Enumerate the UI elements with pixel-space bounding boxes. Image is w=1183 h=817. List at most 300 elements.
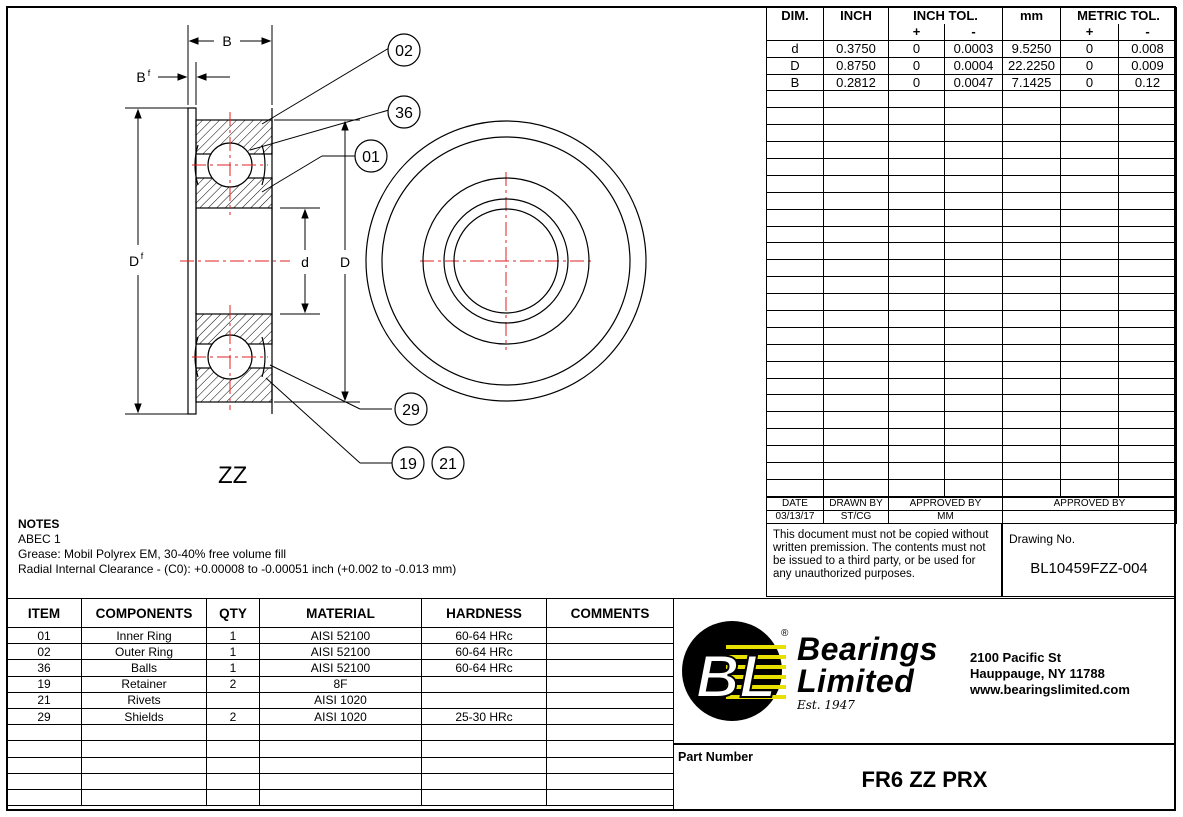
dim-cell bbox=[767, 294, 824, 311]
dim-cell bbox=[1003, 91, 1061, 108]
dim-cell bbox=[889, 226, 945, 243]
dim-cell bbox=[767, 412, 824, 429]
dim-cell bbox=[945, 192, 1003, 209]
bom-cell bbox=[82, 789, 207, 805]
bom-cell bbox=[547, 741, 674, 757]
dim-cell bbox=[1061, 260, 1119, 277]
dim-cell: 0.0004 bbox=[945, 57, 1003, 74]
dim-cell bbox=[889, 243, 945, 260]
bom-cell bbox=[422, 757, 547, 773]
dim-cell bbox=[1003, 395, 1061, 412]
dim-row bbox=[767, 243, 1177, 260]
bom-cell: AISI 1020 bbox=[260, 708, 422, 724]
notes bbox=[18, 517, 456, 577]
dim-cell bbox=[1061, 175, 1119, 192]
dim-cell bbox=[767, 91, 824, 108]
dim-cell: 22.2250 bbox=[1003, 57, 1061, 74]
dim-cell bbox=[767, 327, 824, 344]
dim-cell bbox=[1061, 446, 1119, 463]
copyright-notice: This document must not be copied without written premission. The contents must not be issued to a third party, or be used for any unauthorized purposes. bbox=[766, 523, 1002, 597]
dim-row bbox=[767, 463, 1177, 480]
dim-row bbox=[767, 378, 1177, 395]
dim-cell bbox=[945, 479, 1003, 496]
part-number: FR6 ZZ PRX bbox=[861, 767, 988, 792]
dim-Bf-label: B bbox=[136, 69, 146, 85]
dim-cell bbox=[824, 175, 889, 192]
bom-cell: 60-64 HRc bbox=[422, 660, 547, 676]
bom-cell bbox=[547, 757, 674, 773]
bom-cell: 21 bbox=[7, 692, 82, 708]
dim-cell bbox=[824, 159, 889, 176]
dim-cell: 0 bbox=[1061, 57, 1119, 74]
bearing-drawing bbox=[0, 0, 766, 515]
dim-row bbox=[767, 159, 1177, 176]
dim-cell bbox=[767, 125, 824, 142]
dim-cell bbox=[824, 395, 889, 412]
approved-by-2-header: APPROVED BY bbox=[1003, 498, 1177, 511]
bom-cell bbox=[422, 741, 547, 757]
dim-cell bbox=[1119, 260, 1177, 277]
dim-cell bbox=[1119, 446, 1177, 463]
dim-cell bbox=[889, 108, 945, 125]
bom-cell bbox=[260, 725, 422, 741]
dim-cell bbox=[1119, 327, 1177, 344]
bom-cell: 2 bbox=[207, 708, 260, 724]
shield-type-label: ZZ bbox=[218, 462, 248, 489]
dim-cell bbox=[1003, 209, 1061, 226]
dim-cell: 0.3750 bbox=[824, 40, 889, 57]
bom-col-material: MATERIAL bbox=[260, 599, 422, 628]
dim-cell bbox=[889, 327, 945, 344]
dim-cell bbox=[767, 463, 824, 480]
dim-cell bbox=[1119, 125, 1177, 142]
dim-cell bbox=[945, 463, 1003, 480]
dim-row bbox=[767, 74, 1177, 91]
dim-cell bbox=[1003, 412, 1061, 429]
bom-cell: Outer Ring bbox=[82, 644, 207, 660]
dim-cell bbox=[767, 260, 824, 277]
bom-cell bbox=[7, 741, 82, 757]
dim-cell bbox=[1119, 175, 1177, 192]
dim-row bbox=[767, 479, 1177, 496]
dim-cell bbox=[889, 479, 945, 496]
dim-cell bbox=[824, 125, 889, 142]
dim-row bbox=[767, 108, 1177, 125]
col-metric-tol: METRIC TOL. bbox=[1061, 8, 1177, 24]
dim-cell: D bbox=[767, 57, 824, 74]
bom-cell bbox=[260, 773, 422, 789]
dim-B-label: B bbox=[222, 33, 232, 49]
dim-cell bbox=[767, 226, 824, 243]
bom-cell bbox=[7, 773, 82, 789]
dim-cell bbox=[767, 159, 824, 176]
dim-cell bbox=[889, 429, 945, 446]
dim-cell bbox=[1003, 277, 1061, 294]
bom-cell bbox=[260, 741, 422, 757]
dim-cell bbox=[1119, 277, 1177, 294]
bom-cell bbox=[547, 708, 674, 724]
col-dim: DIM. bbox=[767, 8, 824, 24]
dim-cell bbox=[767, 378, 824, 395]
dim-cell bbox=[1061, 277, 1119, 294]
dim-cell bbox=[889, 159, 945, 176]
dim-cell bbox=[767, 209, 824, 226]
dim-cell bbox=[1061, 412, 1119, 429]
dim-cell bbox=[767, 108, 824, 125]
dim-cell bbox=[767, 175, 824, 192]
dim-cell bbox=[767, 361, 824, 378]
bom-cell bbox=[422, 789, 547, 805]
dim-cell bbox=[889, 142, 945, 159]
address-city: Hauppauge, NY 11788 bbox=[970, 666, 1105, 681]
company-website: www.bearingslimited.com bbox=[970, 682, 1130, 697]
bom-cell: 36 bbox=[7, 660, 82, 676]
dim-cell bbox=[945, 277, 1003, 294]
dim-Df-sub: f bbox=[140, 251, 144, 261]
dim-cell: 0 bbox=[889, 40, 945, 57]
dim-cell bbox=[945, 378, 1003, 395]
registered-mark: ® bbox=[781, 628, 789, 639]
bom-cell bbox=[7, 789, 82, 805]
dim-cell bbox=[889, 209, 945, 226]
dim-cell bbox=[945, 226, 1003, 243]
dim-cell bbox=[945, 108, 1003, 125]
callout-01: 01 bbox=[362, 149, 380, 166]
dim-cell bbox=[767, 277, 824, 294]
approved-by-value: MM bbox=[889, 511, 1003, 524]
drawn-by-value: ST/CG bbox=[824, 511, 889, 524]
dim-cell bbox=[824, 277, 889, 294]
dim-cell bbox=[889, 361, 945, 378]
dim-cell bbox=[1119, 344, 1177, 361]
bom-cell: 60-64 HRc bbox=[422, 628, 547, 644]
bom-row bbox=[7, 628, 674, 644]
dim-cell bbox=[945, 361, 1003, 378]
bom-cell: 2 bbox=[207, 676, 260, 692]
dim-cell bbox=[824, 361, 889, 378]
dim-cell bbox=[824, 142, 889, 159]
dim-cell: 9.5250 bbox=[1003, 40, 1061, 57]
note-line: ABEC 1 bbox=[18, 532, 61, 546]
bom-row bbox=[7, 725, 674, 741]
dim-cell bbox=[1119, 108, 1177, 125]
dim-cell bbox=[1061, 125, 1119, 142]
dim-cell bbox=[1119, 479, 1177, 496]
bom-col-qty: QTY bbox=[207, 599, 260, 628]
dim-cell bbox=[945, 243, 1003, 260]
dim-cell bbox=[889, 463, 945, 480]
dim-cell bbox=[1061, 108, 1119, 125]
dim-cell bbox=[889, 446, 945, 463]
bom-cell bbox=[82, 725, 207, 741]
dim-cell bbox=[945, 142, 1003, 159]
bom-row bbox=[7, 692, 674, 708]
dim-cell bbox=[889, 412, 945, 429]
dim-row bbox=[767, 40, 1177, 57]
dim-cell bbox=[1061, 294, 1119, 311]
dim-cell: 0 bbox=[889, 57, 945, 74]
dim-cell bbox=[1061, 192, 1119, 209]
logo-monogram: BL bbox=[696, 643, 776, 710]
dim-cell bbox=[1119, 463, 1177, 480]
dim-cell bbox=[767, 142, 824, 159]
dim-cell bbox=[945, 175, 1003, 192]
bom-cell: AISI 1020 bbox=[260, 692, 422, 708]
dim-cell bbox=[767, 311, 824, 328]
dim-cell bbox=[1119, 294, 1177, 311]
dim-cell bbox=[945, 125, 1003, 142]
dim-cell bbox=[945, 429, 1003, 446]
company-address bbox=[970, 650, 1130, 698]
dim-row bbox=[767, 91, 1177, 108]
dim-cell bbox=[824, 412, 889, 429]
dim-cell bbox=[1003, 226, 1061, 243]
dim-cell bbox=[889, 91, 945, 108]
dim-row bbox=[767, 429, 1177, 446]
dim-cell bbox=[1003, 108, 1061, 125]
dim-cell bbox=[1003, 175, 1061, 192]
dim-cell bbox=[945, 91, 1003, 108]
dim-row bbox=[767, 260, 1177, 277]
dim-cell bbox=[1003, 311, 1061, 328]
dim-cell bbox=[945, 294, 1003, 311]
bom-cell bbox=[207, 692, 260, 708]
dim-cell bbox=[1119, 395, 1177, 412]
dim-row bbox=[767, 209, 1177, 226]
dim-cell bbox=[767, 243, 824, 260]
dim-row bbox=[767, 175, 1177, 192]
dim-cell bbox=[1061, 378, 1119, 395]
dim-cell bbox=[1061, 91, 1119, 108]
dim-cell bbox=[1003, 327, 1061, 344]
dim-cell: 0 bbox=[1061, 74, 1119, 91]
bom-cell bbox=[207, 757, 260, 773]
dim-cell bbox=[824, 226, 889, 243]
inch-tol-minus: - bbox=[945, 24, 1003, 40]
note-line: Radial Internal Clearance - (C0): +0.00008 to -0.00051 inch (+0.002 to -0.013 mm) bbox=[18, 562, 457, 576]
dim-cell bbox=[1119, 243, 1177, 260]
dim-cell bbox=[1061, 311, 1119, 328]
bom-cell bbox=[260, 789, 422, 805]
dim-cell bbox=[1061, 159, 1119, 176]
dim-row bbox=[767, 412, 1177, 429]
dim-cell bbox=[1003, 243, 1061, 260]
approved-by-header: APPROVED BY bbox=[889, 498, 1003, 511]
bom-cell: 1 bbox=[207, 660, 260, 676]
dim-cell bbox=[945, 209, 1003, 226]
dim-cell bbox=[1061, 209, 1119, 226]
bom-cell: 1 bbox=[207, 644, 260, 660]
bom-cell: 01 bbox=[7, 628, 82, 644]
dim-cell bbox=[1119, 378, 1177, 395]
dim-cell bbox=[1061, 344, 1119, 361]
bom-cell bbox=[82, 757, 207, 773]
bom-col-hardness: HARDNESS bbox=[422, 599, 547, 628]
bom-cell: Inner Ring bbox=[82, 628, 207, 644]
dim-cell bbox=[1119, 159, 1177, 176]
bom-col-components: COMPONENTS bbox=[82, 599, 207, 628]
dim-row bbox=[767, 192, 1177, 209]
dim-cell bbox=[1003, 429, 1061, 446]
dim-cell bbox=[1003, 125, 1061, 142]
metric-tol-minus: - bbox=[1119, 24, 1177, 40]
dim-cell bbox=[824, 479, 889, 496]
dim-cell bbox=[824, 344, 889, 361]
bom-cell bbox=[207, 741, 260, 757]
bom-cell: 1 bbox=[207, 628, 260, 644]
dimension-table bbox=[766, 7, 1177, 497]
dim-cell bbox=[824, 243, 889, 260]
bom-cell: 25-30 HRc bbox=[422, 708, 547, 724]
dim-cell bbox=[945, 395, 1003, 412]
bom-row bbox=[7, 708, 674, 724]
dim-cell bbox=[824, 446, 889, 463]
bom-row bbox=[7, 644, 674, 660]
dim-row bbox=[767, 125, 1177, 142]
dim-cell: 7.1425 bbox=[1003, 74, 1061, 91]
dim-cell bbox=[824, 192, 889, 209]
dim-cell bbox=[1061, 243, 1119, 260]
signoff-table bbox=[766, 497, 1177, 524]
bom-cell: 19 bbox=[7, 676, 82, 692]
dim-cell: 0.2812 bbox=[824, 74, 889, 91]
dim-cell bbox=[889, 311, 945, 328]
notes-heading: NOTES bbox=[18, 517, 60, 531]
dim-cell bbox=[824, 463, 889, 480]
dim-cell bbox=[1061, 327, 1119, 344]
dim-cell bbox=[824, 429, 889, 446]
bom-cell: AISI 52100 bbox=[260, 660, 422, 676]
dim-cell bbox=[1119, 311, 1177, 328]
dim-cell bbox=[767, 446, 824, 463]
dim-cell bbox=[767, 192, 824, 209]
dim-cell bbox=[1119, 192, 1177, 209]
bom-cell bbox=[422, 773, 547, 789]
bom-cell: 29 bbox=[7, 708, 82, 724]
bom-row bbox=[7, 773, 674, 789]
callout-36: 36 bbox=[395, 105, 413, 122]
dim-Df-label: D bbox=[128, 253, 140, 269]
bom-cell bbox=[422, 676, 547, 692]
bom-cell bbox=[82, 741, 207, 757]
dim-cell: 0.12 bbox=[1119, 74, 1177, 91]
bom-cell bbox=[547, 628, 674, 644]
dim-cell bbox=[1119, 361, 1177, 378]
col-mm: mm bbox=[1003, 8, 1061, 24]
bom-cell bbox=[7, 757, 82, 773]
dim-cell: d bbox=[767, 40, 824, 57]
dim-row bbox=[767, 344, 1177, 361]
dim-cell bbox=[945, 260, 1003, 277]
dim-cell bbox=[1003, 192, 1061, 209]
bom-cell bbox=[82, 773, 207, 789]
dim-cell bbox=[1003, 260, 1061, 277]
dim-cell bbox=[889, 344, 945, 361]
bom-cell bbox=[547, 773, 674, 789]
bom-cell: Rivets bbox=[82, 692, 207, 708]
callout-29: 29 bbox=[402, 402, 420, 419]
dim-cell bbox=[1003, 378, 1061, 395]
company-established: Est. 1947 bbox=[797, 698, 855, 712]
dim-cell bbox=[824, 108, 889, 125]
dim-row bbox=[767, 294, 1177, 311]
dim-cell bbox=[945, 412, 1003, 429]
bom-cell bbox=[207, 773, 260, 789]
dim-cell bbox=[1119, 429, 1177, 446]
bom-cell bbox=[547, 660, 674, 676]
col-inch: INCH bbox=[824, 8, 889, 24]
dim-cell bbox=[889, 378, 945, 395]
bom-row bbox=[7, 676, 674, 692]
dim-cell bbox=[1119, 209, 1177, 226]
dim-row bbox=[767, 142, 1177, 159]
bom-cell bbox=[260, 757, 422, 773]
bom-cell bbox=[547, 676, 674, 692]
dim-cell bbox=[1003, 479, 1061, 496]
dim-cell bbox=[824, 294, 889, 311]
dim-cell bbox=[1003, 294, 1061, 311]
dim-cell bbox=[889, 125, 945, 142]
dim-cell bbox=[1003, 159, 1061, 176]
dim-cell bbox=[1061, 395, 1119, 412]
dim-cell bbox=[824, 327, 889, 344]
dim-cell bbox=[1061, 226, 1119, 243]
dim-cell bbox=[767, 395, 824, 412]
bom-cell: Retainer bbox=[82, 676, 207, 692]
dim-cell bbox=[767, 344, 824, 361]
dim-cell bbox=[767, 479, 824, 496]
dim-cell bbox=[1061, 429, 1119, 446]
dim-row bbox=[767, 361, 1177, 378]
company-name-line2: Limited bbox=[797, 663, 915, 699]
bom-col-item: ITEM bbox=[7, 599, 82, 628]
dim-cell bbox=[889, 294, 945, 311]
dim-row bbox=[767, 446, 1177, 463]
bom-cell bbox=[547, 789, 674, 805]
bom-row bbox=[7, 789, 674, 805]
dim-row bbox=[767, 57, 1177, 74]
dim-cell bbox=[824, 378, 889, 395]
dim-cell bbox=[767, 429, 824, 446]
company-name-line1: Bearings bbox=[797, 631, 938, 667]
bom-cell bbox=[547, 644, 674, 660]
bill-of-materials bbox=[6, 598, 674, 806]
dim-cell bbox=[945, 344, 1003, 361]
inch-tol-plus: + bbox=[889, 24, 945, 40]
bom-cell: AISI 52100 bbox=[260, 644, 422, 660]
drawing-number: BL10459FZZ-004 bbox=[1030, 560, 1148, 577]
dim-Bf-sub: f bbox=[147, 68, 151, 78]
dim-cell bbox=[1061, 463, 1119, 480]
bom-cell: 8F bbox=[260, 676, 422, 692]
dim-cell: 0.008 bbox=[1119, 40, 1177, 57]
dim-cell bbox=[889, 175, 945, 192]
dim-cell bbox=[1061, 361, 1119, 378]
date-header: DATE bbox=[767, 498, 824, 511]
dim-cell bbox=[1119, 142, 1177, 159]
drawing-number-label: Drawing No. bbox=[1009, 532, 1076, 546]
bom-cell bbox=[547, 725, 674, 741]
dim-cell: 0.0003 bbox=[945, 40, 1003, 57]
dim-row bbox=[767, 277, 1177, 294]
dim-cell: B bbox=[767, 74, 824, 91]
bom-cell bbox=[207, 789, 260, 805]
dim-row bbox=[767, 311, 1177, 328]
dim-cell bbox=[1119, 412, 1177, 429]
part-number-label: Part Number bbox=[678, 750, 754, 764]
dim-row bbox=[767, 226, 1177, 243]
bom-cell bbox=[207, 725, 260, 741]
